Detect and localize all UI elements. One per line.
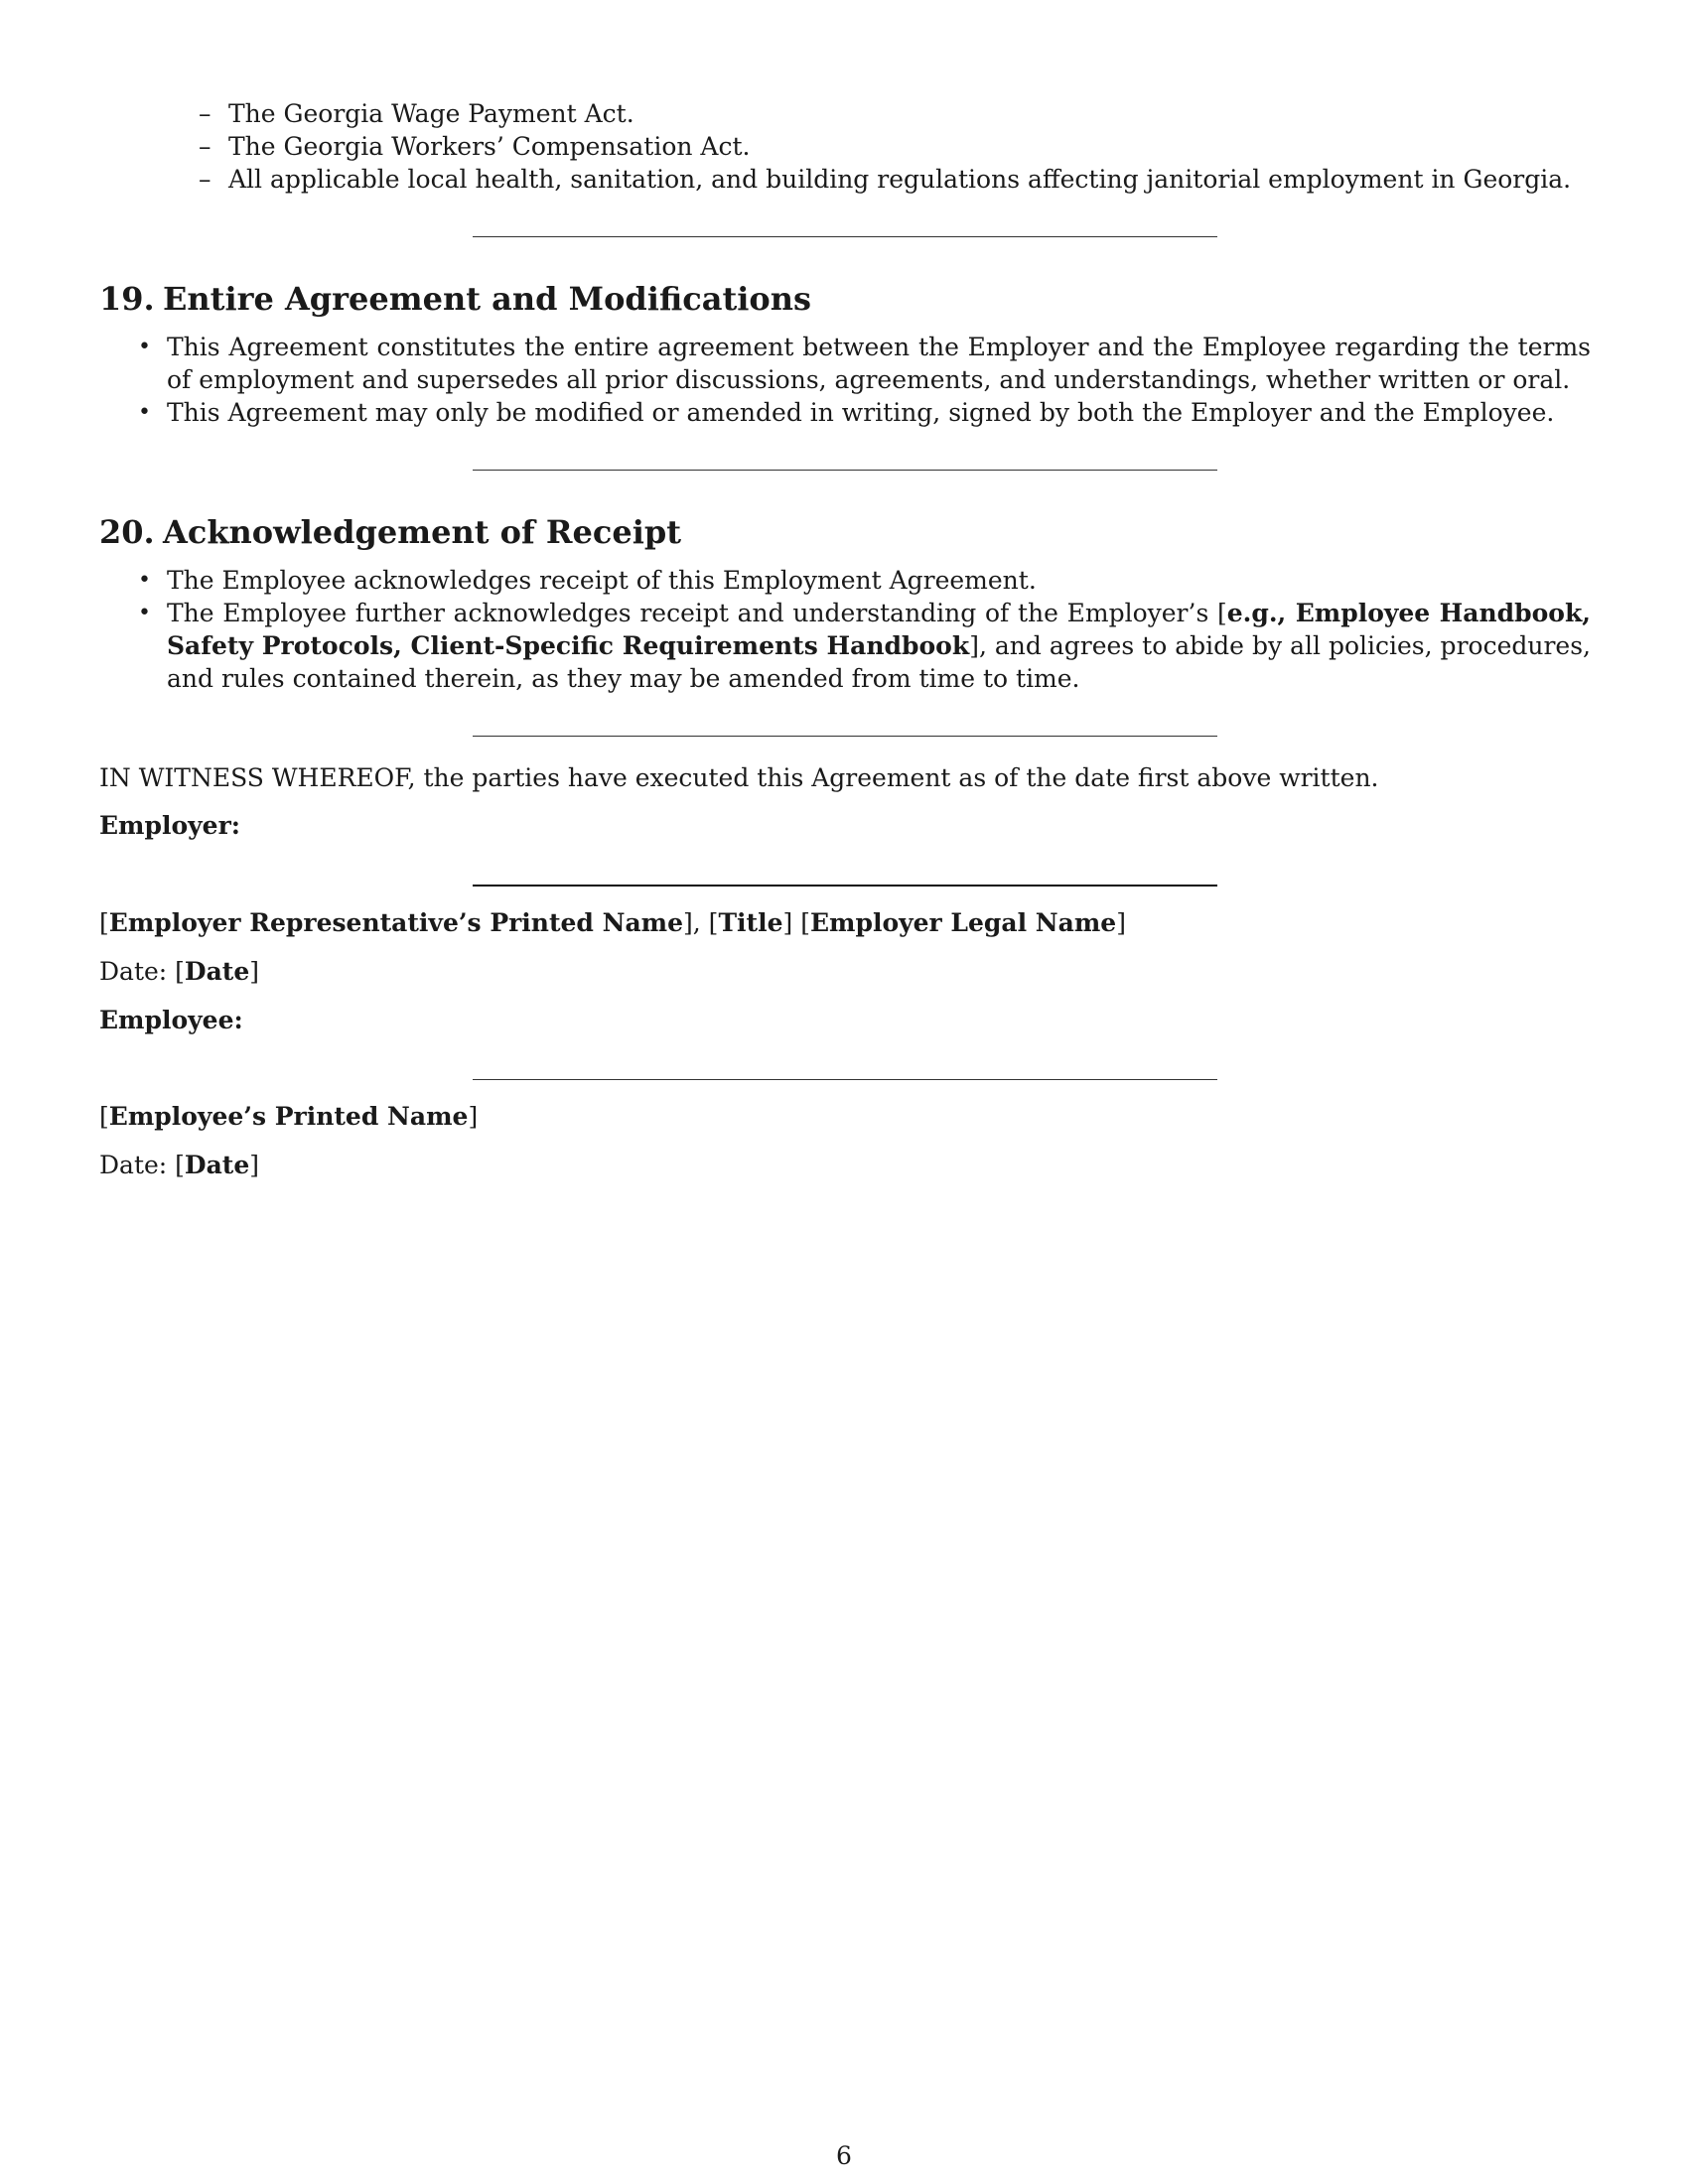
section-title: Entire Agreement and Modifications bbox=[163, 280, 811, 318]
section-19-heading bbox=[99, 279, 1591, 319]
employee-printed-name-line: [Employee’s Printed Name] bbox=[99, 1102, 479, 1131]
list-item: • This Agreement constitutes the entire agreement between the Employer and the Employee regarding the terms of employment and supersedes all prior discussions, agreements, and understandings, whether written or oral. bbox=[138, 333, 1591, 394]
list-item: • This Agreement may only be modified or amended in writing, signed by both the Employer and the Employee. bbox=[138, 398, 1555, 427]
section-number: 19. bbox=[99, 280, 155, 318]
section-20-bullets bbox=[99, 564, 1591, 695]
bullet-text-before: The Employee further acknowledges receipt and understanding of the Employer’s [ bbox=[167, 599, 1227, 627]
section-divider bbox=[473, 470, 1217, 471]
list-item: • The Employee further acknowledges receipt and understanding of the Employer’s [e.g., Employee Handbook, Safety Protocols, Client-Specific Requirements Handbook], and agrees to abide by all policies, procedures, and rules contained therein, as they may be amended from time to time. bbox=[138, 599, 1591, 693]
employer-date: Date bbox=[184, 957, 250, 986]
employer-label: Employer: bbox=[99, 811, 240, 840]
employee-printed-name: Employee’s Printed Name bbox=[108, 1102, 469, 1131]
bullet-text-after: ], and agrees to abide by all policies, procedures, and rules contained therein, as they may be amended from time to time. bbox=[167, 631, 1591, 693]
document-page bbox=[99, 97, 1591, 1181]
bullet-text-bold: e.g., Employee Handbook, Safety Protocols, Client-Specific Requirements Handbook bbox=[167, 599, 1591, 660]
section-19-bullets bbox=[99, 331, 1591, 429]
law-text: The Georgia Wage Payment Act. bbox=[228, 99, 634, 128]
bullet-text: This Agreement may only be modified or amended in writing, signed by both the Employer and the Employee. bbox=[167, 398, 1555, 427]
section-number: 20. bbox=[99, 513, 155, 551]
employer-rep-name: Employer Representative’s Printed Name bbox=[108, 908, 684, 937]
employer-title: Title bbox=[718, 908, 783, 937]
list-item: – The Georgia Workers’ Compensation Act. bbox=[199, 132, 751, 161]
law-text: The Georgia Workers’ Compensation Act. bbox=[228, 132, 751, 161]
list-item: – All applicable local health, sanitation, and building regulations affecting janitorial employment in Georgia. bbox=[199, 165, 1572, 194]
section-20-heading bbox=[99, 512, 1591, 552]
section-title: Acknowledgement of Receipt bbox=[163, 513, 682, 551]
law-text: All applicable local health, sanitation, and building regulations affecting janitorial employment in Georgia. bbox=[228, 165, 1572, 194]
employee-date-line: Date: [Date] bbox=[99, 1151, 260, 1179]
bullet-text: This Agreement constitutes the entire agreement between the Employer and the Employee regarding the terms of employment and supersedes all prior discussions, agreements, and understandings, whether written or oral. bbox=[167, 333, 1591, 394]
employee-signature-line[interactable] bbox=[473, 1079, 1217, 1080]
date-label: Date: bbox=[99, 1151, 168, 1179]
employee-label: Employee: bbox=[99, 1006, 243, 1034]
bullet-text: The Employee acknowledges receipt of this Employment Agreement. bbox=[167, 566, 1037, 595]
employer-printed-name-line: [Employer Representative’s Printed Name], [Title] [Employer Legal Name] bbox=[99, 908, 1126, 937]
section-divider bbox=[473, 736, 1217, 737]
employer-date-line: Date: [Date] bbox=[99, 957, 260, 986]
list-item: • The Employee acknowledges receipt of this Employment Agreement. bbox=[138, 566, 1037, 595]
georgia-laws-list bbox=[199, 97, 1591, 196]
section-divider bbox=[473, 236, 1217, 237]
witness-statement: IN WITNESS WHEREOF, the parties have executed this Agreement as of the date first above written. bbox=[99, 763, 1379, 792]
employee-date: Date bbox=[184, 1151, 250, 1179]
list-item: – The Georgia Wage Payment Act. bbox=[199, 99, 634, 128]
employer-signature-line[interactable] bbox=[473, 885, 1217, 887]
page-number: 6 bbox=[836, 2141, 852, 2170]
date-label: Date: bbox=[99, 957, 168, 986]
employer-legal-name: Employer Legal Name bbox=[809, 908, 1117, 937]
